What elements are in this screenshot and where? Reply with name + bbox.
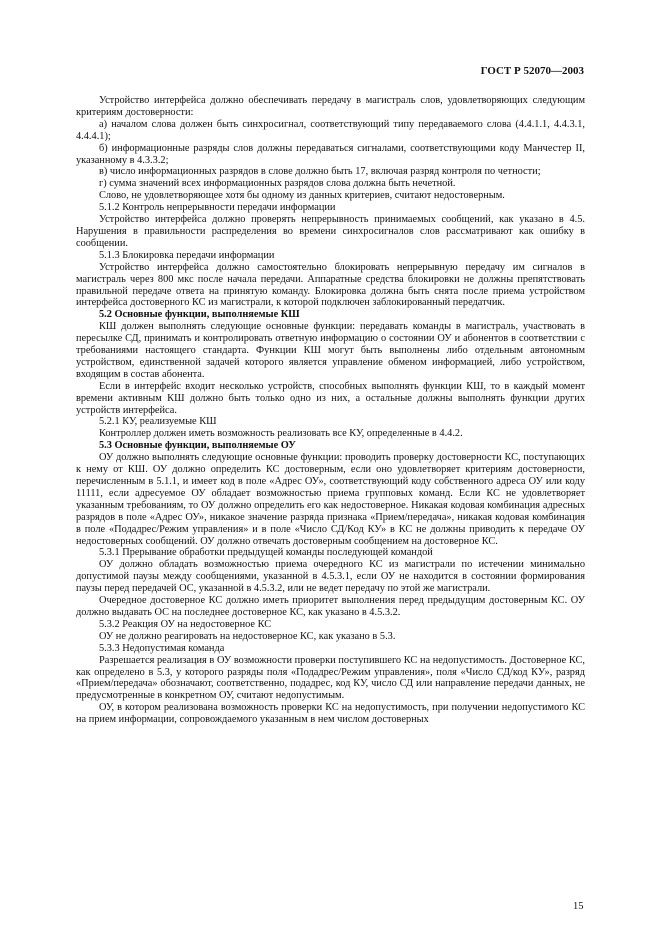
section-heading: 5.2 Основные функции, выполняемые КШ: [99, 309, 300, 321]
section-heading: 5.3 Основные функции, выполняемые ОУ: [99, 440, 296, 452]
paragraph: Устройство интерфейса должно самостоятельно блокировать непрерывную передачу им сигналов в магистраль через 800 мкс после начала передачи. Аппаратные средства блокировки не должны препятствовать правильной передаче ответа на принятую команду. Блокировка должна быть снята после приема устройством интерфейса достоверного КС из магистрали, к которой подключен заблокированный передатчик.: [76, 261, 585, 309]
document-body: [76, 95, 585, 726]
subsection-heading: 5.1.2 Контроль непрерывности передачи информации: [99, 202, 336, 214]
subsection-heading: 5.3.1 Прерывание обработки предыдущей команды последующей командой: [99, 547, 433, 559]
paragraph: ОУ должно выполнять следующие основные функции: проводить проверку достоверности КС, поступающих к нему от КШ. ОУ должно определить КС достоверным, если оно удовлетворяет критериям достоверности, перечисленным в 5.1.1, и имеет код в поле «Адрес ОУ», соответствующий коду собственного адреса ОУ или коду 11111, если адресуемое ОУ обладает возможностью приема групповых команд. Если КС не удовлетворяет указанным требованиям, то ОУ должно определить его как недостоверное. Никакая кодовая комбинация адресных разрядов в поле «Адрес ОУ», никакое значение разряда признака «Прием/передача», никакая кодовая комбинация в поле «Подадрес/Режим управления» и в поле «Число СД/Код КУ» в КС не должны приводить к передаче ОУ недостоверных сообщений. ОУ должно отвечать достоверным сообщением на достоверное КС.: [76, 452, 585, 547]
subsection-heading: 5.2.1 КУ, реализуемые КШ: [99, 416, 217, 428]
subsection-heading: 5.3.3 Недопустимая команда: [99, 642, 225, 654]
list-item: г) сумма значений всех информационных разрядов слова должна быть нечетной.: [99, 178, 456, 190]
paragraph: Слово, не удовлетворяющее хотя бы одному из данных критериев, считают недостоверным.: [99, 190, 505, 202]
paragraph: Очередное достоверное КС должно иметь приоритет выполнения перед предыдущим достоверным КС. ОУ должно выдавать ОС на последнее достоверное КС, как указано в 4.5.3.2.: [76, 595, 585, 618]
paragraph: ОУ должно обладать возможностью приема очередного КС из магистрали по истечении минимально допустимой паузы между сообщениями, указанной в 4.5.3.1, если ОУ не находится в состоянии формирования паузы перед передачей ОС, указанной в 4.5.3.2, или не ведет передачу по этой же магистрали.: [76, 559, 585, 595]
list-item: в) число информационных разрядов в слове должно быть 17, включая разряд контроля по четности;: [99, 166, 541, 178]
document-header: ГОСТ Р 52070—2003: [480, 65, 584, 77]
subsection-heading: 5.3.2 Реакция ОУ на недостоверное КС: [99, 618, 272, 630]
paragraph: Контроллер должен иметь возможность реализовать все КУ, определенные в 4.4.2.: [99, 428, 463, 440]
paragraph: КШ должен выполнять следующие основные функции: передавать команды в магистраль, участвовать в пересылке СД, принимать и контролировать ответную информацию о состоянии ОУ и абонентов в соответствии с требованиями настоящего стандарта. Функции КШ могут быть выполнены либо отдельным автономным устройством, единственной задачей которого является управление обменом информацией, либо устройством, входящим в состав абонента.: [76, 321, 585, 380]
paragraph: ОУ не должно реагировать на недостоверное КС, как указано в 5.3.: [99, 630, 396, 642]
paragraph: ОУ, в котором реализована возможность проверки КС на недопустимость, при получении недопустимого КС на прием информации, сопровождаемого указанным в нем числом достоверных: [76, 702, 585, 726]
subsection-heading: 5.1.3 Блокировка передачи информации: [99, 249, 275, 261]
paragraph: Разрешается реализация в ОУ возможности проверки поступившего КС на недопустимость. Достоверное КС, как определено в 5.3, у которого разряды поля «Подадрес/Режим управления», поля «Число СД/код КУ», разряд «Прием/передача» обозначают, соответственно, подадрес, код КУ, число СД или направление передачи данных, не предусмотренные в конкретном ОУ, считают недопустимым.: [76, 654, 585, 702]
paragraph: Если в интерфейс входит несколько устройств, способных выполнять функции КШ, то в каждый момент времени активным КШ должно быть только одно из них, а остальные должны выполнять функции других устройств интерфейса.: [76, 380, 585, 416]
page-number: 15: [573, 901, 584, 912]
list-item: а) началом слова должен быть синхросигнал, соответствующий типу передаваемого слова (4.4.1.1, 4.4.3.1, 4.4.4.1);: [76, 118, 585, 142]
paragraph: Устройство интерфейса должно обеспечивать передачу в магистраль слов, удовлетворяющих следующим критериям достоверности:: [76, 95, 585, 118]
list-item: б) информационные разряды слов должны передаваться сигналами, соответствующими коду Манчестер II, указанному в 4.3.3.2;: [76, 142, 585, 166]
paragraph: Устройство интерфейса должно проверять непрерывность принимаемых сообщений, как указано в 4.5. Нарушения в правильности распределения во времени синхросигналов слов рассматривают как ошибку в сообщении.: [76, 214, 585, 249]
